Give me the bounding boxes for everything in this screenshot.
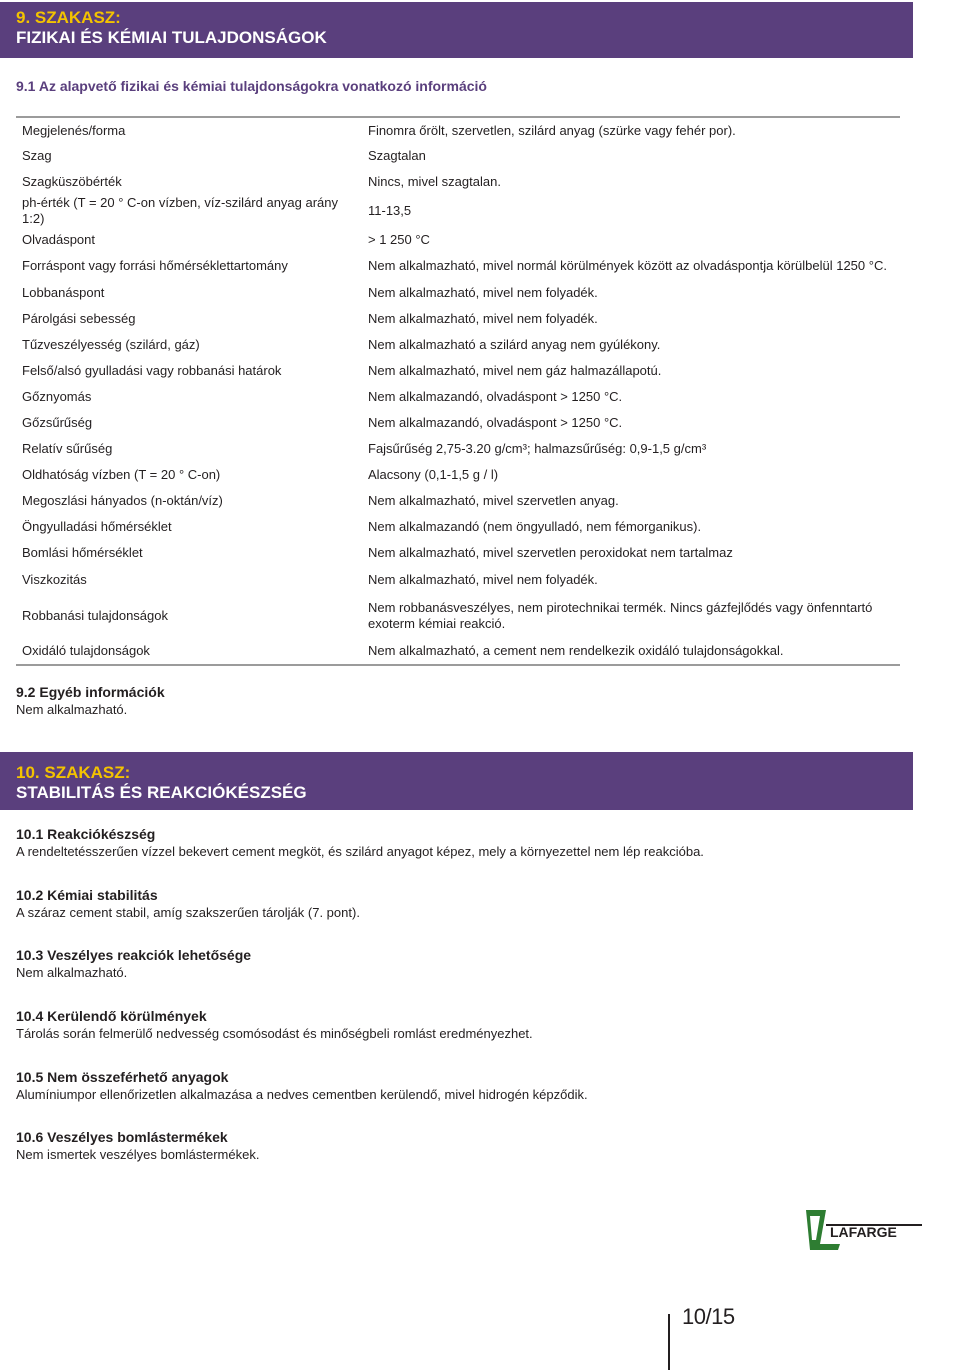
table-row: [16, 567, 900, 593]
property-name: Felső/alsó gyulladási vagy robbanási határok: [22, 362, 282, 378]
table-row: [16, 410, 900, 436]
table-row: [16, 639, 900, 665]
property-value: Szagtalan: [368, 148, 426, 164]
property-value: Nem alkalmazható, mivel normál körülmények között az olvadáspontja körülbelül 1250 °C.: [368, 258, 887, 274]
subsection-10-6-body: Nem ismertek veszélyes bomlástermékek.: [16, 1147, 260, 1162]
table-row: [16, 540, 900, 566]
table-row: [16, 358, 900, 384]
property-name: Párolgási sebesség: [22, 310, 136, 326]
subsection-9-2: [16, 683, 896, 719]
property-name: Megoszlási hányados (n-oktán/víz): [22, 493, 223, 509]
subsection-10-5: [16, 1068, 896, 1104]
subsection-9-1-title: 9.1 Az alapvető fizikai és kémiai tulajdonságokra vonatkozó információ: [16, 78, 487, 94]
property-value: Nem alkalmazandó, olvadáspont > 1250 °C.: [368, 388, 623, 404]
property-value: > 1 250 °C: [368, 232, 430, 248]
subsection-10-4-title: 10.4 Kerülendő körülmények: [16, 1008, 207, 1024]
table-row: [16, 169, 900, 195]
property-name: Tűzveszélyesség (szilárd, gáz): [22, 336, 200, 352]
property-name: Oxidáló tulajdonságok: [22, 643, 150, 659]
lafarge-logo-icon: [800, 1200, 930, 1260]
table-row: [16, 462, 900, 488]
property-name: Oldhatóság vízben (T = 20 ° C-on): [22, 467, 221, 483]
property-name: Robbanási tulajdonságok: [22, 607, 168, 623]
subsection-10-2-title: 10.2 Kémiai stabilitás: [16, 887, 158, 903]
property-value: Nem alkalmazható a szilárd anyag nem gyúlékony.: [368, 336, 661, 352]
subsection-10-4: [16, 1007, 896, 1043]
subsection-10-4-body: Tárolás során felmerülő nedvesség csomósodást és minőségbeli romlást eredményezhet.: [16, 1026, 533, 1041]
property-value: Nincs, mivel szagtalan.: [368, 174, 501, 190]
logo-text: LAFARGE: [830, 1224, 897, 1240]
property-value: Nem robbanásveszélyes, nem pirotechnikai termék. Nincs gázfejlődés vagy önfenntartó exoterm kémiai reakció.: [368, 599, 873, 631]
property-value: Alacsony (0,1-1,5 g / l): [368, 467, 499, 483]
property-name: Gőzsűrűség: [22, 414, 93, 430]
property-name: Szagküszöbérték: [22, 174, 122, 190]
table-row: [16, 253, 900, 279]
property-value: Nem alkalmazható, mivel nem folyadék.: [368, 310, 598, 326]
subsection-10-3-body: Nem alkalmazható.: [16, 965, 128, 980]
subsection-10-5-body: Alumíniumpor ellenőrizetlen alkalmazása a nedves cementben kerülendő, mivel hidrogén képződik.: [16, 1087, 588, 1102]
subsection-9-2-body: Nem alkalmazható.: [16, 702, 128, 717]
subsection-10-1: [16, 825, 896, 861]
property-value: Nem alkalmazandó (nem öngyulladó, nem fémorganikus).: [368, 519, 702, 535]
section-10-title: STABILITÁS ÉS REAKCIÓKÉSZSÉG: [16, 783, 307, 802]
property-value: Nem alkalmazható, a cement nem rendelkezik oxidáló tulajdonságokkal.: [368, 643, 784, 659]
table-row: [16, 279, 900, 305]
property-value: Fajsűrűség 2,75-3.20 g/cm³; halmazsűrűség: 0,9-1,5 g/cm³: [368, 441, 707, 457]
property-value: Nem alkalmazható, mivel nem gáz halmazállapotú.: [368, 362, 662, 378]
table-row: [16, 514, 900, 540]
property-name: Bomlási hőmérséklet: [22, 545, 143, 561]
property-name: Viszkozitás: [22, 571, 87, 587]
table-row: [16, 384, 900, 410]
subsection-10-2-body: A száraz cement stabil, amíg szakszerűen tárolják (7. pont).: [16, 905, 360, 920]
property-value: Nem alkalmazható, mivel szervetlen peroxidokat nem tartalmaz: [368, 545, 733, 561]
properties-table: [16, 116, 900, 666]
property-name: Olvadáspont: [22, 232, 95, 248]
section-10-number: 10. SZAKASZ:: [16, 763, 131, 782]
subsection-10-6: [16, 1128, 896, 1164]
subsection-10-3-title: 10.3 Veszélyes reakciók lehetősége: [16, 947, 252, 963]
subsection-10-1-title: 10.1 Reakciókészség: [16, 826, 156, 842]
table-row: [16, 488, 900, 514]
property-name: Lobbanáspont: [22, 284, 105, 300]
section-9-title: FIZIKAI ÉS KÉMIAI TULAJDONSÁGOK: [16, 28, 327, 47]
page-number: 10/15: [682, 1304, 735, 1329]
subsection-10-6-title: 10.6 Veszélyes bomlástermékek: [16, 1129, 228, 1145]
table-row: [16, 227, 900, 253]
property-name: Gőznyomás: [22, 388, 92, 404]
table-row: [16, 143, 900, 169]
property-value: 11-13,5: [368, 203, 412, 219]
property-value: Finomra őrölt, szervetlen, szilárd anyag (szürke vagy fehér por).: [368, 122, 736, 138]
table-row: [16, 117, 900, 143]
section-9-header: [0, 2, 913, 58]
property-value: Nem alkalmazható, mivel szervetlen anyag.: [368, 493, 619, 509]
table-row: [16, 306, 900, 332]
property-name: Szag: [22, 148, 52, 164]
property-name: Öngyulladási hőmérséklet: [22, 519, 172, 535]
property-value: Nem alkalmazható, mivel nem folyadék.: [368, 571, 598, 587]
section-10-header: [0, 752, 913, 810]
section-9-number: 9. SZAKASZ:: [16, 8, 121, 27]
subsection-10-2: [16, 886, 896, 922]
table-row: [16, 593, 900, 639]
property-value: Nem alkalmazandó, olvadáspont > 1250 °C.: [368, 414, 623, 430]
page-number-divider: [668, 1314, 670, 1370]
property-name: Relatív sűrűség: [22, 441, 113, 457]
property-name: Megjelenés/forma: [22, 122, 126, 138]
property-value: Nem alkalmazható, mivel nem folyadék.: [368, 284, 598, 300]
property-name: Forráspont vagy forrási hőmérséklettartomány: [22, 258, 288, 274]
property-name: ph-érték (T = 20 ° C-on vízben, víz-szilárd anyag arány 1:2): [22, 195, 339, 227]
table-row: [16, 195, 900, 227]
table-row: [16, 332, 900, 358]
subsection-10-1-body: A rendeltetésszerűen vízzel bekevert cement megköt, és szilárd anyagot képez, mely a környezettel nem lép reakcióba.: [16, 844, 704, 859]
subsection-10-5-title: 10.5 Nem összeférhető anyagok: [16, 1069, 229, 1085]
subsection-10-3: [16, 946, 896, 982]
table-row: [16, 436, 900, 462]
subsection-9-2-title: 9.2 Egyéb információk: [16, 684, 165, 700]
